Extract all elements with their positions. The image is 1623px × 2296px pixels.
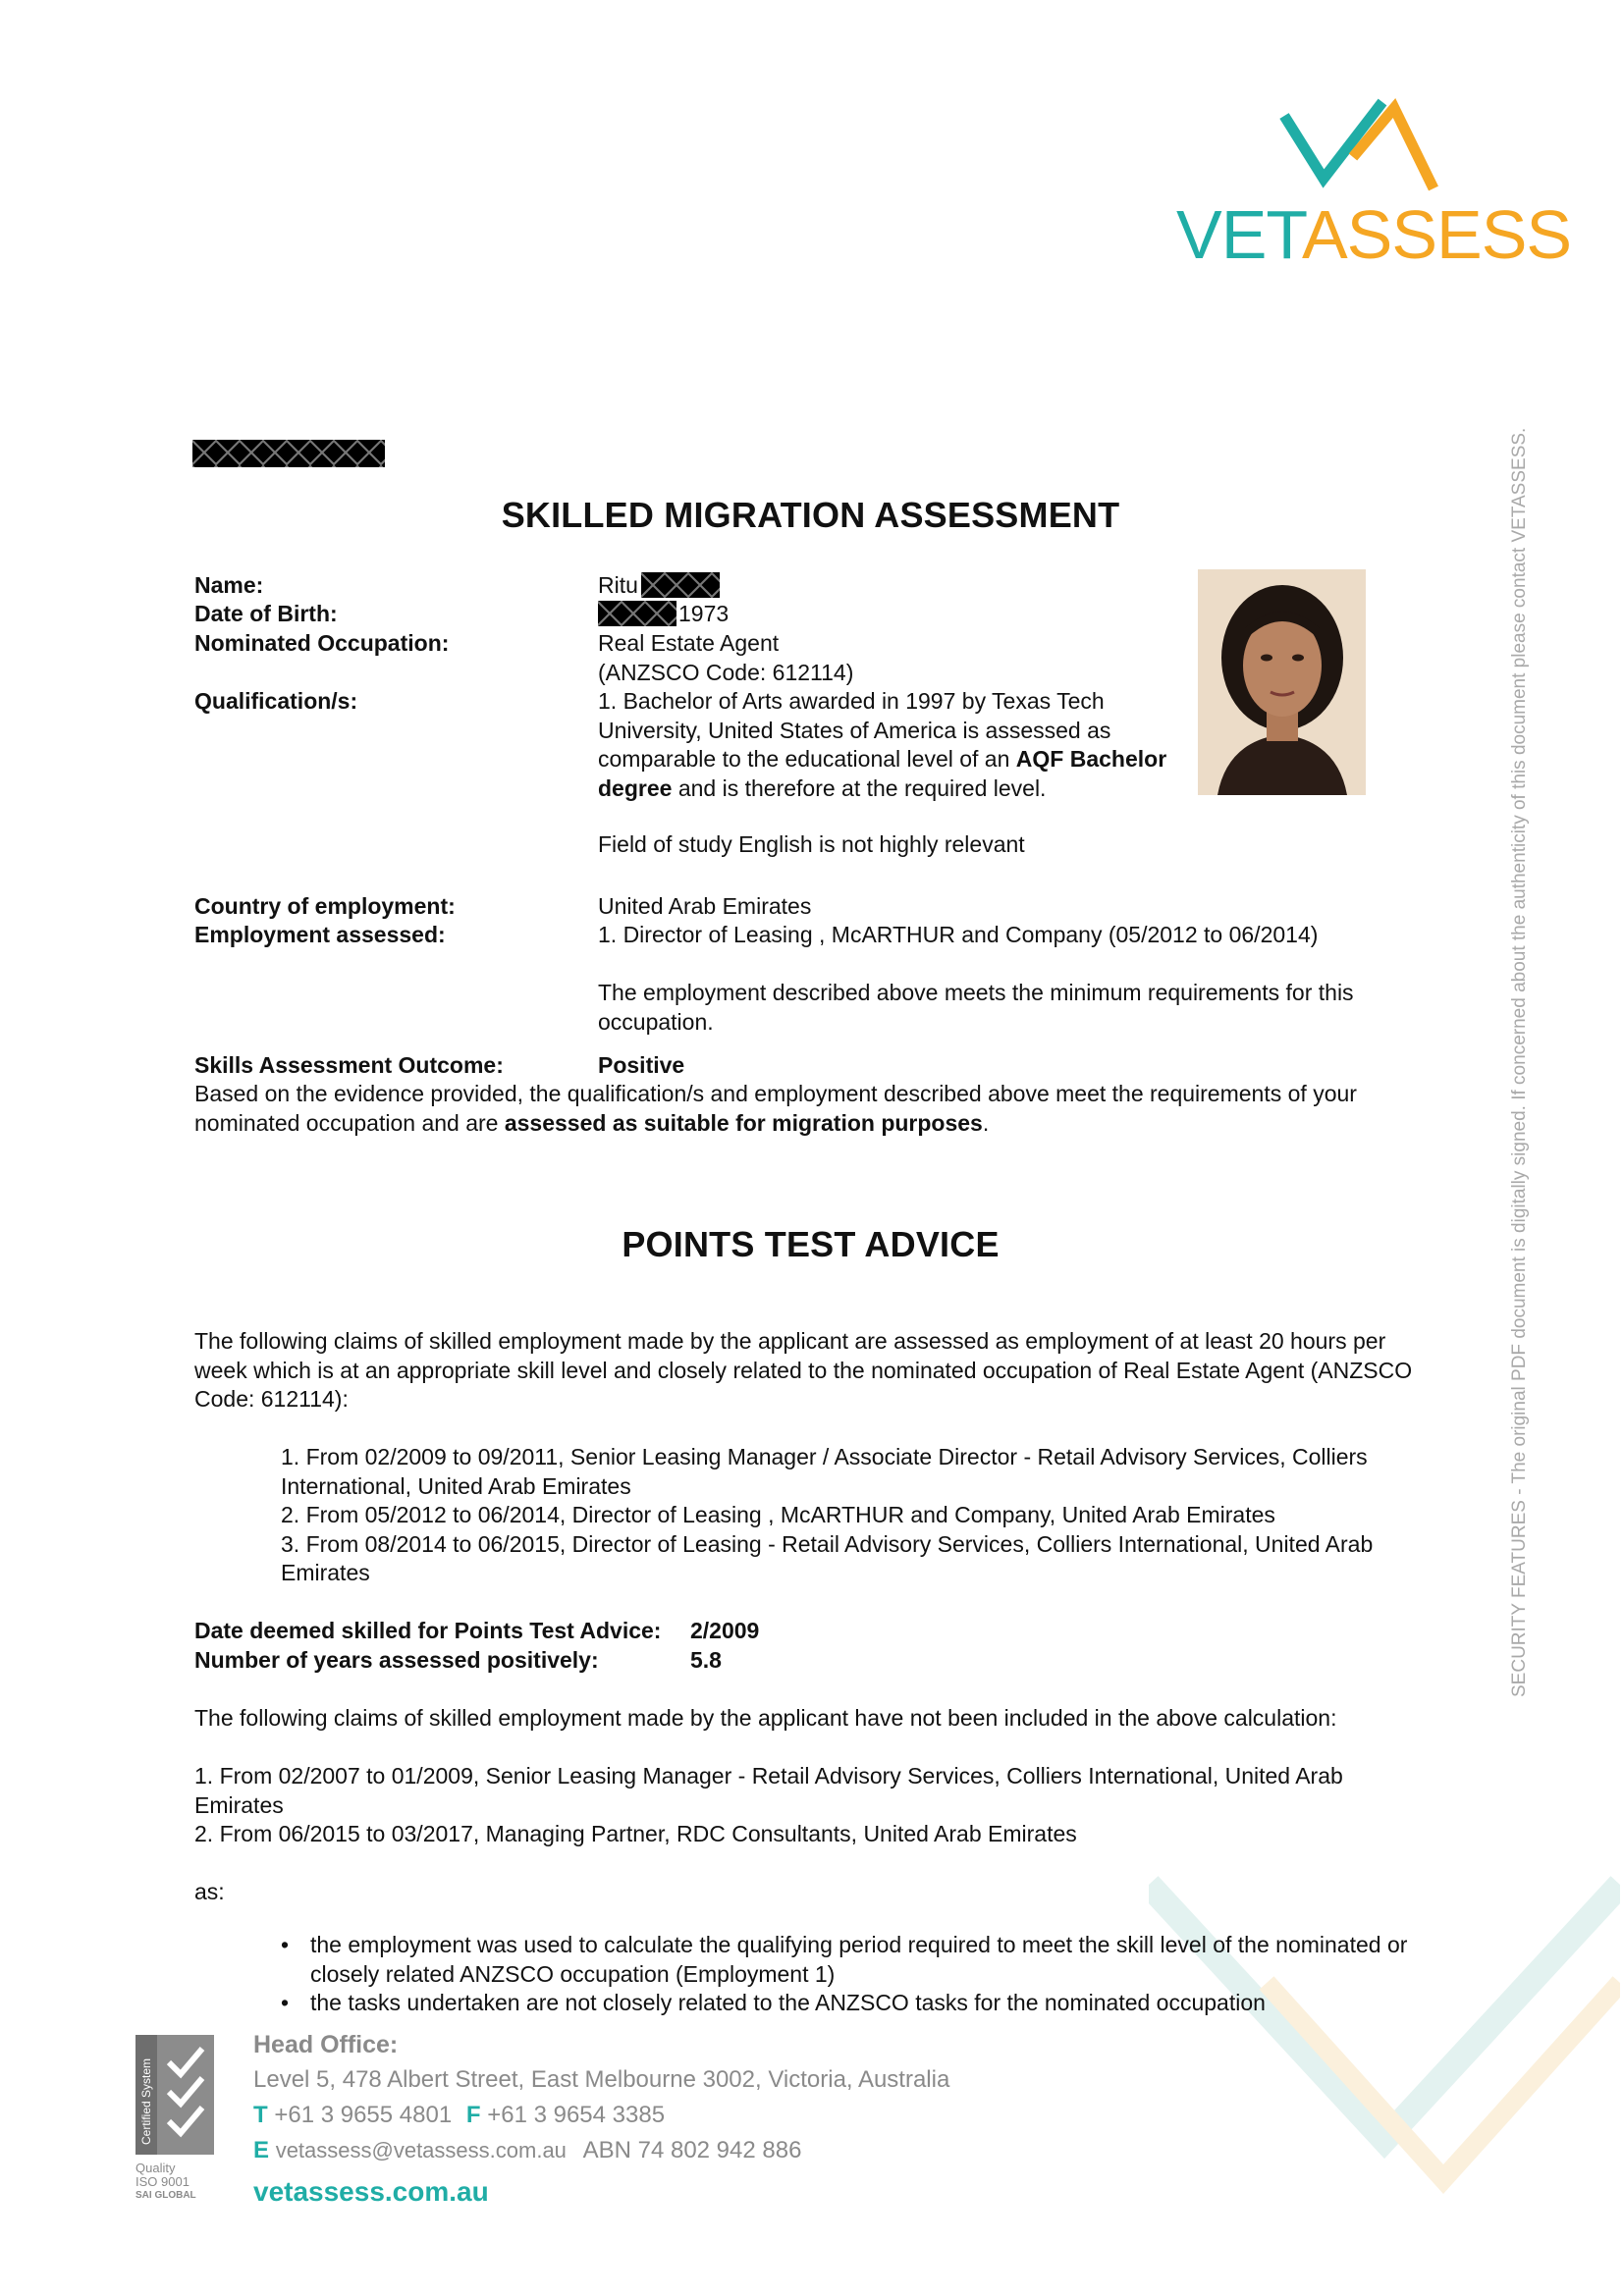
qualification-level: AQF Bachelor degree — [598, 746, 1167, 801]
cert-sai-text: SAI GLOBAL — [135, 2190, 196, 2201]
dob-redaction — [598, 601, 676, 626]
dob-year: 1973 — [678, 601, 730, 626]
excluded-intro: The following claims of skilled employment made by the applicant have not been included in the above calculation: — [194, 1705, 1337, 1731]
outcome-statement — [194, 1080, 1422, 1138]
occupation-value — [598, 629, 853, 687]
occupation-name: Real Estate Agent — [598, 630, 780, 656]
phone-label: T — [253, 2102, 268, 2128]
fax-label: F — [465, 2102, 481, 2128]
cert-system-text: Certified System — [139, 2057, 153, 2145]
claim-item: 1. From 02/2009 to 09/2011, Senior Leasing Manager / Associate Director - Retail Advisory Services, Colliers International, United Arab Emirates — [281, 1444, 1368, 1499]
qualification-text: 1. Bachelor of Arts awarded in 1997 by Texas Tech University, United States of America is assessed as comparable to the educational level of an — [598, 688, 1111, 772]
email-line — [253, 2133, 1137, 2168]
email-label: E — [253, 2137, 270, 2163]
qualification-value — [598, 687, 1177, 803]
claim-item: 3. From 08/2014 to 06/2015, Director of Leasing - Retail Advisory Services, Colliers International, United Arab Emirates — [281, 1530, 1374, 1585]
dob-value — [598, 600, 729, 629]
qualification-label: Qualification/s: — [194, 688, 358, 714]
vetassess-logo — [1176, 94, 1572, 281]
occupation-code: (ANZSCO Code: 612114) — [598, 659, 854, 685]
field-of-study: Field of study English is not highly relevant — [598, 831, 1025, 857]
employment-note: The employment described above meets the minimum requirements for this occupation. — [598, 980, 1354, 1035]
name-value — [598, 571, 720, 601]
excluded-item: 2. From 06/2015 to 03/2017, Managing Partner, RDC Consultants, United Arab Emirates — [194, 1821, 1077, 1846]
background-chevron-watermark — [1149, 1845, 1620, 2258]
excluded-list — [194, 1762, 1422, 1849]
reasons-list — [281, 1931, 1428, 2018]
occupation-label: Nominated Occupation: — [194, 630, 450, 656]
qualification-text-end: and is therefore at the required level. — [672, 774, 1047, 801]
outcome-label: Skills Assessment Outcome: — [194, 1052, 504, 1078]
fax-number: +61 3 9654 3385 — [487, 2102, 666, 2128]
outcome-highlight: assessed as suitable for migration purposes — [504, 1109, 983, 1136]
name-text: Ritu — [598, 572, 638, 598]
logo-chevron-mark — [1176, 94, 1540, 202]
country-value: United Arab Emirates — [598, 893, 812, 919]
assessment-title: SKILLED MIGRATION ASSESSMENT — [501, 495, 1120, 535]
deemed-label: Date deemed skilled for Points Test Advice: — [194, 1618, 662, 1643]
reason-item: • the employment was used to calculate the qualifying period required to meet the skill level of the nominated or closely related ANZSCO occupation (Employment 1) — [281, 1931, 1428, 1989]
cert-quality-text: Quality — [135, 2161, 176, 2175]
as-label: as: — [194, 1879, 225, 1904]
dob-label: Date of Birth: — [194, 601, 338, 626]
points-title: POINTS TEST ADVICE — [622, 1224, 1000, 1264]
security-side-text: SECURITY FEATURES - The original PDF document is digitally signed. If concerned about the authenticity of this document please contact VETASSESS. — [1509, 427, 1530, 1697]
phone-number: +61 3 9655 4801 — [274, 2102, 453, 2128]
reason-item: • the tasks undertaken are not closely related to the ANZSCO tasks for the nominated occupation — [281, 1989, 1428, 2018]
outcome-value: Positive — [598, 1052, 685, 1078]
claim-item: 2. From 05/2012 to 06/2014, Director of Leasing , McARTHUR and Company, United Arab Emirates — [281, 1502, 1275, 1527]
applicant-photo — [1198, 569, 1366, 795]
logo-wordmark — [1176, 196, 1572, 273]
email-address[interactable]: vetassess@vetassess.com.au — [275, 2138, 567, 2163]
deemed-value: 2/2009 — [690, 1618, 760, 1643]
phone-line — [253, 2098, 1137, 2133]
excluded-item: 1. From 02/2007 to 01/2009, Senior Leasing Manager - Retail Advisory Services, Colliers International, United Arab Emirates — [194, 1763, 1343, 1818]
office-address: Level 5, 478 Albert Street, East Melbourne 3002, Victoria, Australia — [253, 2066, 950, 2093]
website-link[interactable]: vetassess.com.au — [253, 2176, 489, 2207]
reference-redaction — [192, 440, 385, 467]
surname-redaction — [641, 572, 720, 598]
points-intro: The following claims of skilled employment made by the applicant are assessed as employment of at least 20 hours per week which is at an appropriate skill level and closely related to the nominated occupation of Real Estate Agent (ANZSCO Code: 612114): — [194, 1328, 1413, 1412]
outcome-text: Based on the evidence provided, the qualification/s and employment described above meet the requirements of your nominated occupation and are — [194, 1081, 1357, 1136]
name-label: Name: — [194, 572, 264, 598]
years-value: 5.8 — [690, 1647, 722, 1673]
employment-label: Employment assessed: — [194, 922, 446, 947]
iso-certification-badge — [135, 2035, 214, 2202]
logo-word-vet: VET — [1176, 196, 1302, 273]
head-office-label: Head Office: — [253, 2031, 399, 2058]
cert-iso-text: ISO 9001 — [135, 2174, 189, 2189]
years-label: Number of years assessed positively: — [194, 1647, 599, 1673]
claims-list — [281, 1443, 1428, 1588]
outcome-text-end: . — [982, 1109, 990, 1136]
footer-contact — [253, 2027, 1137, 2210]
abn-number: ABN 74 802 942 886 — [582, 2137, 802, 2163]
country-label: Country of employment: — [194, 893, 456, 919]
employment-value: 1. Director of Leasing , McARTHUR and Company (05/2012 to 06/2014) — [598, 922, 1319, 947]
logo-word-assess: ASSESS — [1301, 196, 1572, 273]
